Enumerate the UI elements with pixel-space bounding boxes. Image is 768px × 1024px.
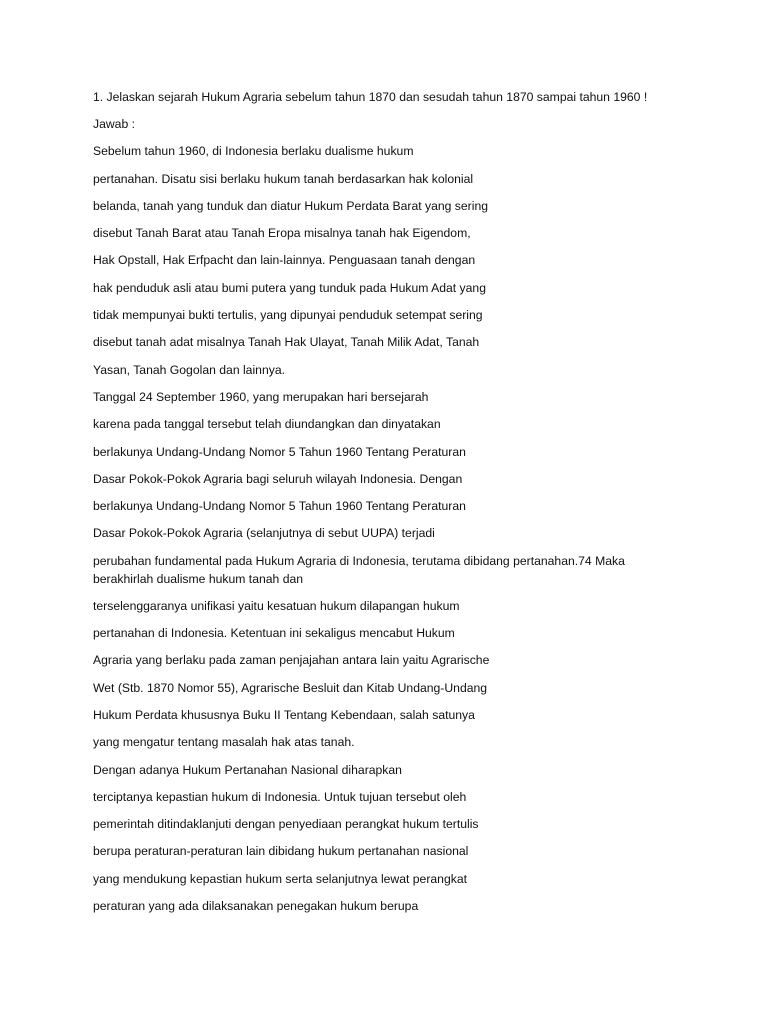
body-line: pertanahan di Indonesia. Ketentuan ini sekaligus mencabut Hukum bbox=[93, 626, 455, 641]
body-line: disebut tanah adat misalnya Tanah Hak Ulayat, Tanah Milik Adat, Tanah bbox=[93, 335, 480, 350]
body-line: tidak mempunyai bukti tertulis, yang dipunyai penduduk setempat sering bbox=[93, 308, 483, 323]
body-line: peraturan yang ada dilaksanakan penegakan hukum berupa bbox=[93, 899, 419, 914]
body-line: yang mengatur tentang masalah hak atas tanah. bbox=[93, 735, 355, 750]
body-line: belanda, tanah yang tunduk dan diatur Hukum Perdata Barat yang sering bbox=[93, 198, 489, 213]
body-line: yang mendukung kepastian hukum serta selanjutnya lewat perangkat bbox=[93, 871, 467, 886]
body-line: berlakunya Undang-Undang Nomor 5 Tahun 1960 Tentang Peraturan bbox=[93, 444, 466, 459]
body-line: Agraria yang berlaku pada zaman penjajahan antara lain yaitu Agrarische bbox=[93, 653, 490, 668]
body-line: karena pada tanggal tersebut telah diundangkan dan dinyatakan bbox=[93, 417, 441, 432]
body-line: disebut Tanah Barat atau Tanah Eropa misalnya tanah hak Eigendom, bbox=[93, 226, 471, 241]
body-line: berlakunya Undang-Undang Nomor 5 Tahun 1960 Tentang Peraturan bbox=[93, 499, 466, 514]
answer-label: Jawab : bbox=[93, 117, 136, 131]
body-line: Dengan adanya Hukum Pertanahan Nasional diharapkan bbox=[93, 762, 402, 777]
body-line: Hak Opstall, Hak Erfpacht dan lain-lainnya. Penguasaan tanah dengan bbox=[93, 253, 476, 268]
body-line: Dasar Pokok-Pokok Agraria bagi seluruh wilayah Indonesia. Dengan bbox=[93, 471, 463, 486]
document-page bbox=[93, 88, 673, 924]
body-line: Sebelum tahun 1960, di Indonesia berlaku dualisme hukum bbox=[93, 144, 414, 159]
body-line: Dasar Pokok-Pokok Agraria (selanjutnya di sebut UUPA) terjadi bbox=[93, 526, 435, 541]
body-line: Tanggal 24 September 1960, yang merupakan hari bersejarah bbox=[93, 389, 429, 404]
body-line: pertanahan. Disatu sisi berlaku hukum tanah berdasarkan hak kolonial bbox=[93, 171, 474, 186]
body-line: Hukum Perdata khususnya Buku II Tentang Kebendaan, salah satunya bbox=[93, 707, 475, 722]
body-line: berupa peraturan-peraturan lain dibidang hukum pertanahan nasional bbox=[93, 844, 469, 859]
body-line: terselenggaranya unifikasi yaitu kesatuan hukum dilapangan hukum bbox=[93, 598, 460, 613]
body-line: terciptanya kepastian hukum di Indonesia. Untuk tujuan tersebut oleh bbox=[93, 789, 467, 804]
body-line: pemerintah ditindaklanjuti dengan penyediaan perangkat hukum tertulis bbox=[93, 817, 479, 832]
body-line: Wet (Stb. 1870 Nomor 55), Agrarische Besluit dan Kitab Undang-Undang bbox=[93, 680, 488, 695]
question-text: 1. Jelaskan sejarah Hukum Agraria sebelum tahun 1870 dan sesudah tahun 1870 sampai tahun 1960 ! bbox=[93, 90, 648, 104]
body-line: hak penduduk asli atau bumi putera yang tunduk pada Hukum Adat yang bbox=[93, 280, 486, 295]
body-line: perubahan fundamental pada Hukum Agraria di Indonesia, terutama dibidang pertanahan.74 Maka berakhirlah dualisme hukum tanah dan bbox=[93, 553, 625, 586]
body-line: Yasan, Tanah Gogolan dan lainnya. bbox=[93, 362, 285, 377]
